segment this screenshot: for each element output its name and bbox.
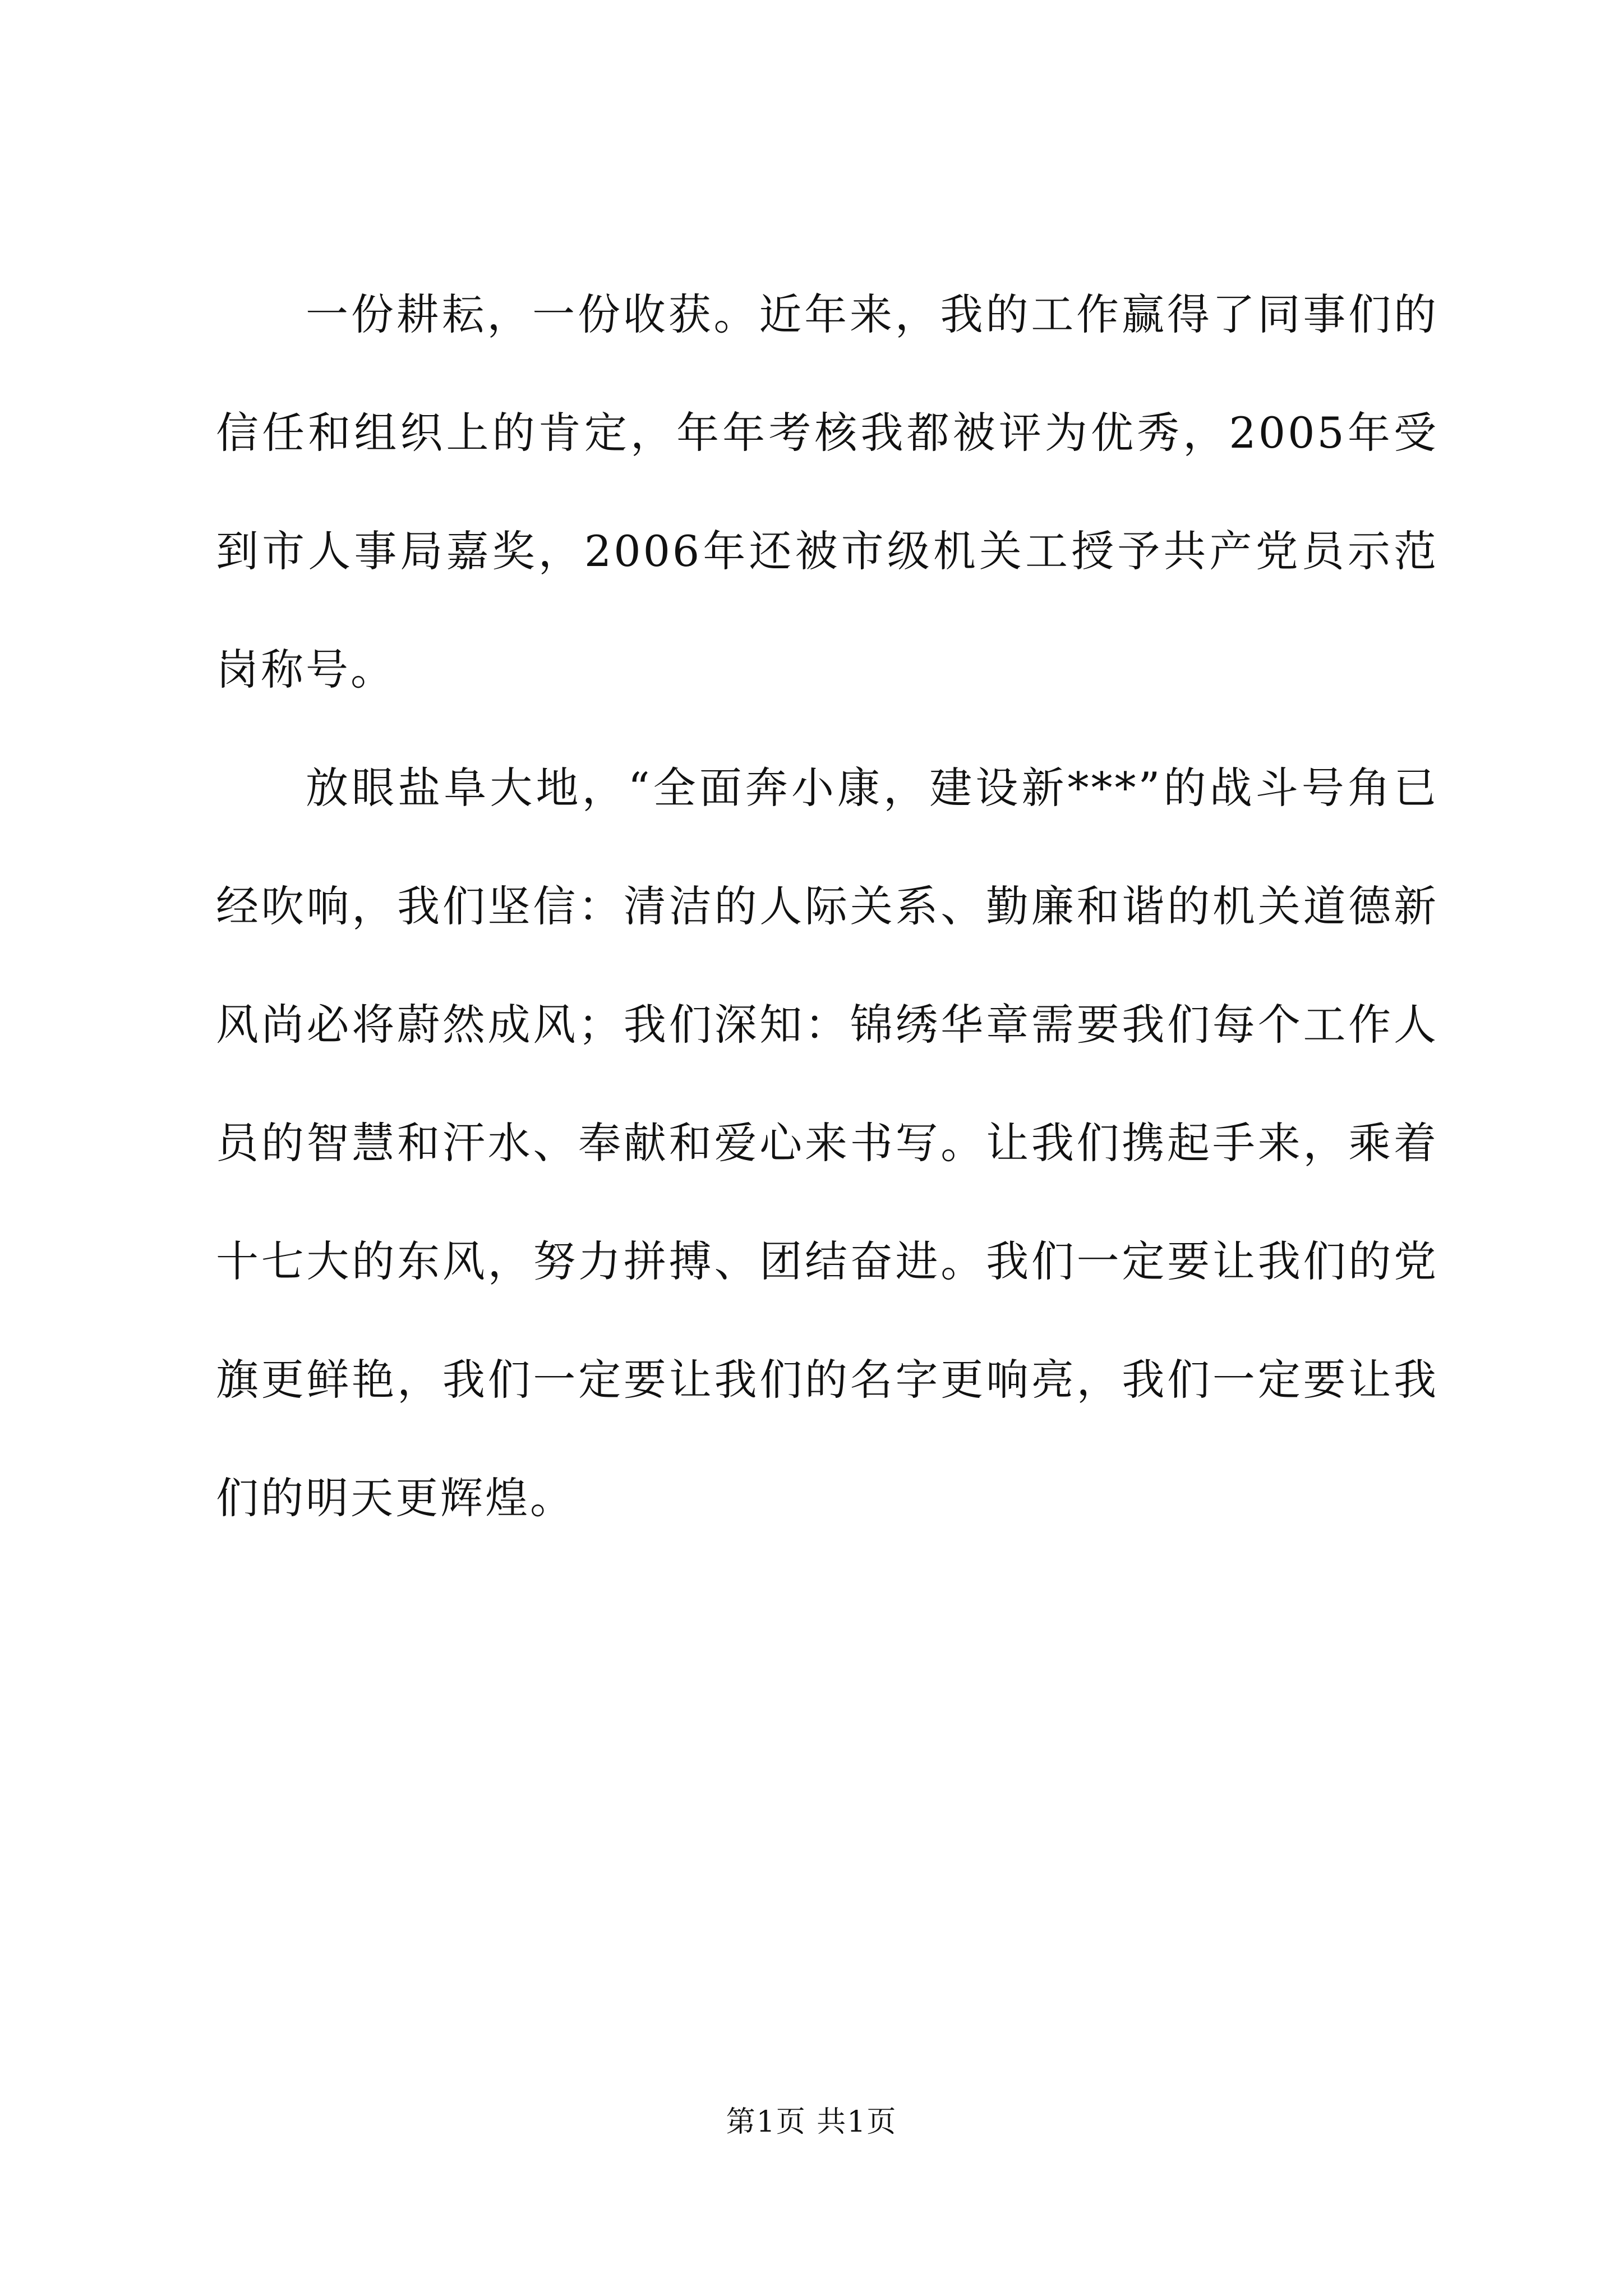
page-footer: 第1页 共1页: [726, 2105, 897, 2139]
paragraph-2: 放眼盐阜大地，“全面奔小康，建设新***”的战斗号角已经吹响，我们坚信：清洁的人际关系、勤廉和谐的机关道德新风尚必将蔚然成风；我们深知：锦绣华章需要我们每个工作人员的智慧和汗水、奉献和爱心来书写。让我们携起手来，乘着十七大的东风，努力拼搏、团结奋进。我们一定要让我们的党旗更鲜艳，我们一定要让我们的名字更响亮，我们一定要让我们的明天更辉煌。: [216, 763, 1438, 1523]
paragraph-1: 一份耕耘，一份收获。近年来，我的工作赢得了同事们的信任和组织上的肯定，年年考核我都被评为优秀，2005年受到市人事局嘉奖，2006年还被市级机关工授予共产党员示范岗称号。: [216, 289, 1438, 694]
document-body: [216, 255, 1438, 1557]
